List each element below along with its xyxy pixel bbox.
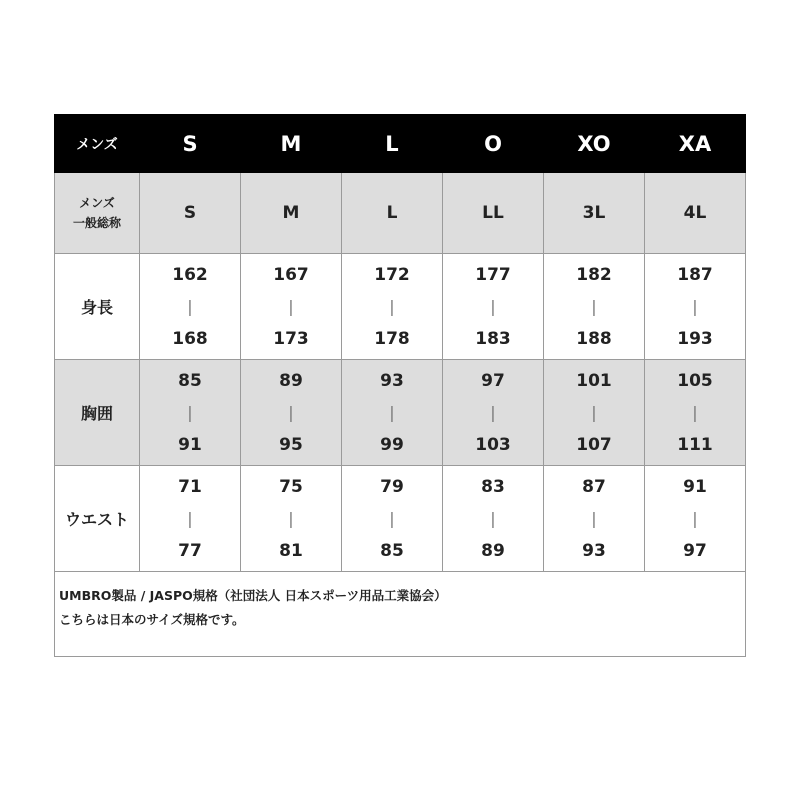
range-from: 101 — [576, 370, 612, 391]
range-from: 75 — [279, 476, 303, 497]
size-code-xa: XA — [645, 115, 746, 173]
range-from: 89 — [279, 370, 303, 391]
range-separator: | — [692, 402, 698, 422]
range-separator: | — [288, 296, 294, 316]
range-separator: | — [187, 402, 193, 422]
range-from: 87 — [582, 476, 606, 497]
range-values — [645, 471, 745, 567]
range-values — [241, 471, 341, 567]
range-values — [645, 365, 745, 461]
measure-cell — [645, 254, 746, 360]
range-separator: | — [389, 296, 395, 316]
measure-cell — [443, 466, 544, 572]
general-label-line1: メンズ — [79, 196, 115, 210]
range-separator: | — [591, 508, 597, 528]
range-separator: | — [490, 402, 496, 422]
measure-cell — [241, 360, 342, 466]
range-separator: | — [692, 296, 698, 316]
measure-row-height — [55, 254, 746, 360]
range-values — [645, 259, 745, 355]
range-from: 97 — [481, 370, 505, 391]
range-separator: | — [389, 508, 395, 528]
general-size-row — [55, 173, 746, 254]
range-to: 173 — [273, 328, 309, 349]
range-to: 111 — [677, 434, 713, 455]
range-separator: | — [187, 296, 193, 316]
measure-cell — [645, 360, 746, 466]
size-chart-table — [54, 114, 746, 657]
measure-cell — [342, 254, 443, 360]
range-to: 168 — [172, 328, 208, 349]
measure-cell — [342, 466, 443, 572]
range-to: 178 — [374, 328, 410, 349]
range-separator: | — [288, 508, 294, 528]
range-from: 182 — [576, 264, 612, 285]
measure-cell — [443, 360, 544, 466]
range-values — [544, 471, 644, 567]
range-to: 193 — [677, 328, 713, 349]
range-to: 81 — [279, 540, 303, 561]
range-to: 103 — [475, 434, 511, 455]
note-row — [55, 572, 746, 657]
size-code-o: O — [443, 115, 544, 173]
range-values — [342, 259, 442, 355]
range-values — [342, 365, 442, 461]
range-to: 97 — [683, 540, 707, 561]
range-from: 187 — [677, 264, 713, 285]
range-to: 183 — [475, 328, 511, 349]
measure-row-chest — [55, 360, 746, 466]
range-values — [443, 471, 543, 567]
range-values — [241, 365, 341, 461]
measure-label-height: 身長 — [55, 254, 140, 360]
range-from: 79 — [380, 476, 404, 497]
measure-cell — [140, 466, 241, 572]
range-to: 85 — [380, 540, 404, 561]
measure-cell — [544, 254, 645, 360]
range-from: 85 — [178, 370, 202, 391]
general-size-ll: LL — [443, 173, 544, 254]
range-from: 93 — [380, 370, 404, 391]
note-line-2: こちらは日本のサイズ規格です。 — [59, 612, 245, 627]
range-to: 107 — [576, 434, 612, 455]
measure-cell — [140, 254, 241, 360]
general-label-line2: 一般総称 — [72, 216, 121, 230]
range-separator: | — [389, 402, 395, 422]
general-size-m: M — [241, 173, 342, 254]
range-separator: | — [490, 296, 496, 316]
size-code-l: L — [342, 115, 443, 173]
range-values — [342, 471, 442, 567]
range-to: 77 — [178, 540, 202, 561]
range-separator: | — [288, 402, 294, 422]
range-separator: | — [692, 508, 698, 528]
general-size-s: S — [140, 173, 241, 254]
range-to: 95 — [279, 434, 303, 455]
range-values — [544, 365, 644, 461]
measure-cell — [645, 466, 746, 572]
range-to: 188 — [576, 328, 612, 349]
note-line-1: UMBRO製品 / JASPO規格（社団法人 日本スポーツ用品工業協会） — [59, 588, 447, 603]
range-values — [140, 259, 240, 355]
range-values — [443, 259, 543, 355]
measure-cell — [443, 254, 544, 360]
range-separator: | — [591, 402, 597, 422]
note-cell — [55, 572, 746, 657]
size-code-xo: XO — [544, 115, 645, 173]
range-from: 172 — [374, 264, 410, 285]
measurement-rows — [55, 254, 746, 572]
range-values — [544, 259, 644, 355]
general-size-label — [55, 173, 140, 254]
range-from: 91 — [683, 476, 707, 497]
range-to: 91 — [178, 434, 202, 455]
range-values — [140, 365, 240, 461]
range-from: 105 — [677, 370, 713, 391]
range-values — [140, 471, 240, 567]
header-label: メンズ — [55, 115, 140, 173]
measure-cell — [241, 466, 342, 572]
measure-cell — [140, 360, 241, 466]
measure-label-waist: ウエスト — [55, 466, 140, 572]
measure-cell — [544, 466, 645, 572]
size-code-m: M — [241, 115, 342, 173]
measure-row-waist — [55, 466, 746, 572]
size-code-s: S — [140, 115, 241, 173]
general-size-4l: 4L — [645, 173, 746, 254]
range-to: 89 — [481, 540, 505, 561]
range-to: 99 — [380, 434, 404, 455]
measure-cell — [342, 360, 443, 466]
range-from: 71 — [178, 476, 202, 497]
measure-cell — [241, 254, 342, 360]
general-size-l: L — [342, 173, 443, 254]
range-from: 83 — [481, 476, 505, 497]
range-from: 167 — [273, 264, 309, 285]
range-separator: | — [490, 508, 496, 528]
range-separator: | — [187, 508, 193, 528]
range-to: 93 — [582, 540, 606, 561]
range-from: 162 — [172, 264, 208, 285]
range-separator: | — [591, 296, 597, 316]
range-values — [241, 259, 341, 355]
range-values — [443, 365, 543, 461]
measure-label-chest: 胸囲 — [55, 360, 140, 466]
range-from: 177 — [475, 264, 511, 285]
size-header-row — [55, 115, 746, 173]
general-size-3l: 3L — [544, 173, 645, 254]
measure-cell — [544, 360, 645, 466]
